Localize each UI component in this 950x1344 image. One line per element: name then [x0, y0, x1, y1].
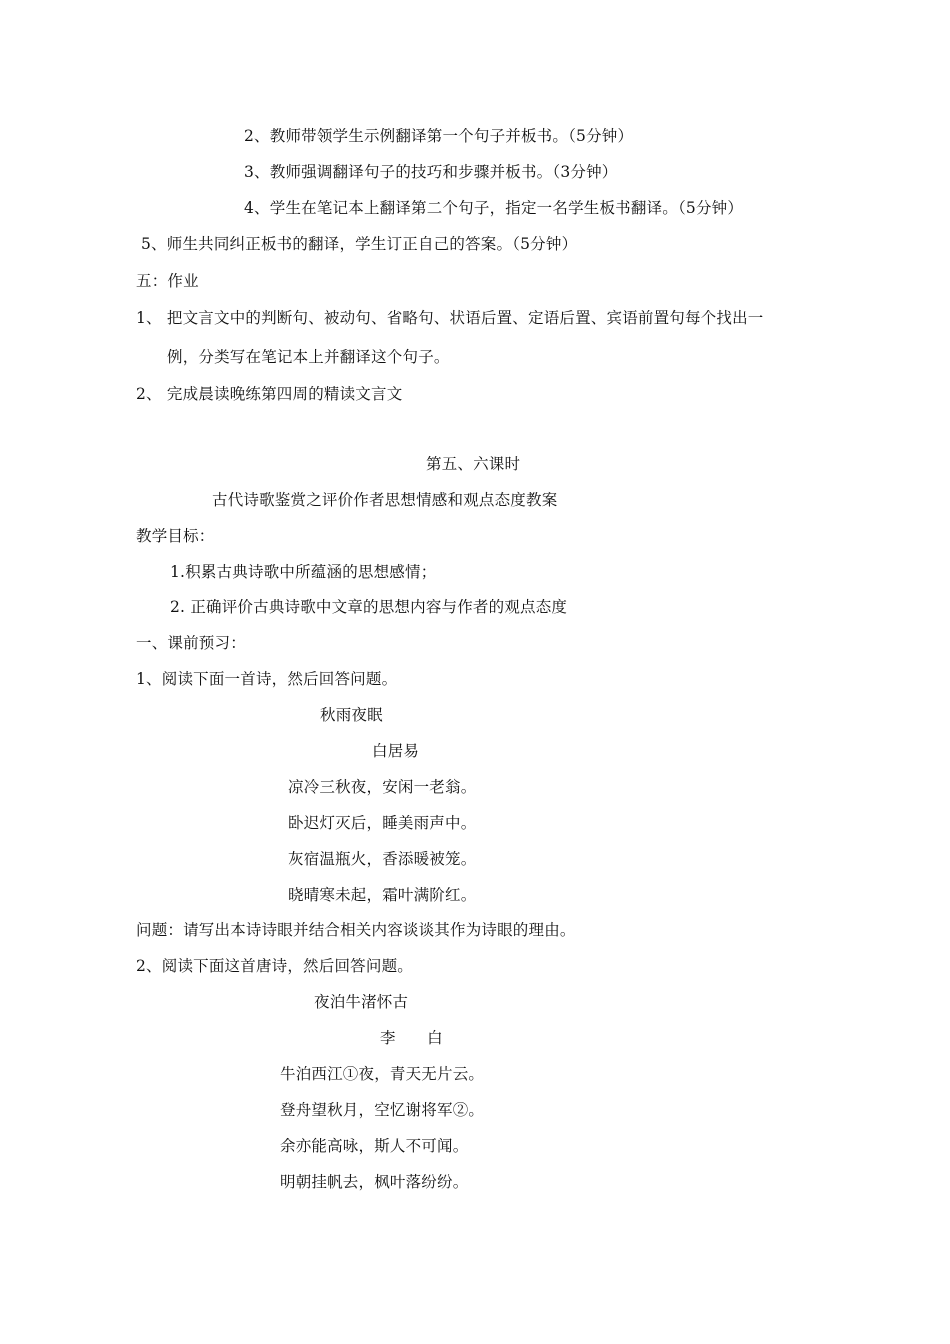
homework-item-1-line-1: 1、 把文言文中的判断句、被动句、省略句、状语后置、定语后置、宾语前置句每个找出一	[136, 309, 764, 327]
homework-item-1-line-2: 例，分类写在笔记本上并翻译这个句子。	[167, 348, 450, 366]
poem2-title: 夜泊牛渚怀古	[314, 993, 409, 1011]
poem1-author: 白居易	[372, 742, 420, 760]
poem2-line-3: 余亦能高咏，斯人不可闻。	[280, 1137, 469, 1155]
step-2: 2、教师带领学生示例翻译第一个句子并板书。（5分钟）	[244, 127, 634, 145]
goal-2: 2. 正确评价古典诗歌中文章的思想内容与作者的观点态度	[170, 598, 568, 616]
homework-heading: 五：作业	[136, 272, 199, 290]
step-4: 4、学生在笔记本上翻译第二个句子，指定一名学生板书翻译。（5分钟）	[244, 199, 744, 217]
poem2-line-4: 明朝挂帆去，枫叶落纷纷。	[280, 1173, 469, 1191]
poem2-line-1: 牛泊西江①夜，青天无片云。	[280, 1065, 485, 1083]
poem1-line-3: 灰宿温瓶火，香添暖被笼。	[288, 850, 477, 868]
step-3: 3、教师强调翻译句子的技巧和步骤并板书。（3分钟）	[244, 163, 618, 181]
homework-item-2: 2、 完成晨读晚练第四周的精读文言文	[136, 385, 403, 403]
lesson-title: 古代诗歌鉴赏之评价作者思想情感和观点态度教案	[212, 491, 558, 509]
poem1-title: 秋雨夜眠	[320, 706, 383, 724]
poem1-question: 问题：请写出本诗诗眼并结合相关内容谈谈其作为诗眼的理由。	[136, 921, 576, 939]
poem1-intro: 1、阅读下面一首诗，然后回答问题。	[136, 670, 398, 688]
poem1-line-4: 晓晴寒未起，霜叶满阶红。	[288, 886, 477, 904]
preview-heading: 一、课前预习：	[136, 634, 246, 652]
poem1-line-1: 凉冷三秋夜，安闲一老翁。	[288, 778, 477, 796]
poem2-line-2: 登舟望秋月，空忆谢将军②。	[280, 1101, 485, 1119]
goals-heading: 教学目标：	[136, 527, 215, 545]
lesson-period: 第五、六课时	[426, 455, 521, 473]
poem1-line-2: 卧迟灯灭后，睡美雨声中。	[288, 814, 477, 832]
poem2-intro: 2、阅读下面这首唐诗，然后回答问题。	[136, 957, 413, 975]
poem2-author: 李 白	[380, 1029, 443, 1047]
step-5: 5、师生共同纠正板书的翻译，学生订正自己的答案。（5分钟）	[141, 235, 578, 253]
goal-1: 1.积累古典诗歌中所蕴涵的思想感情；	[170, 563, 437, 581]
